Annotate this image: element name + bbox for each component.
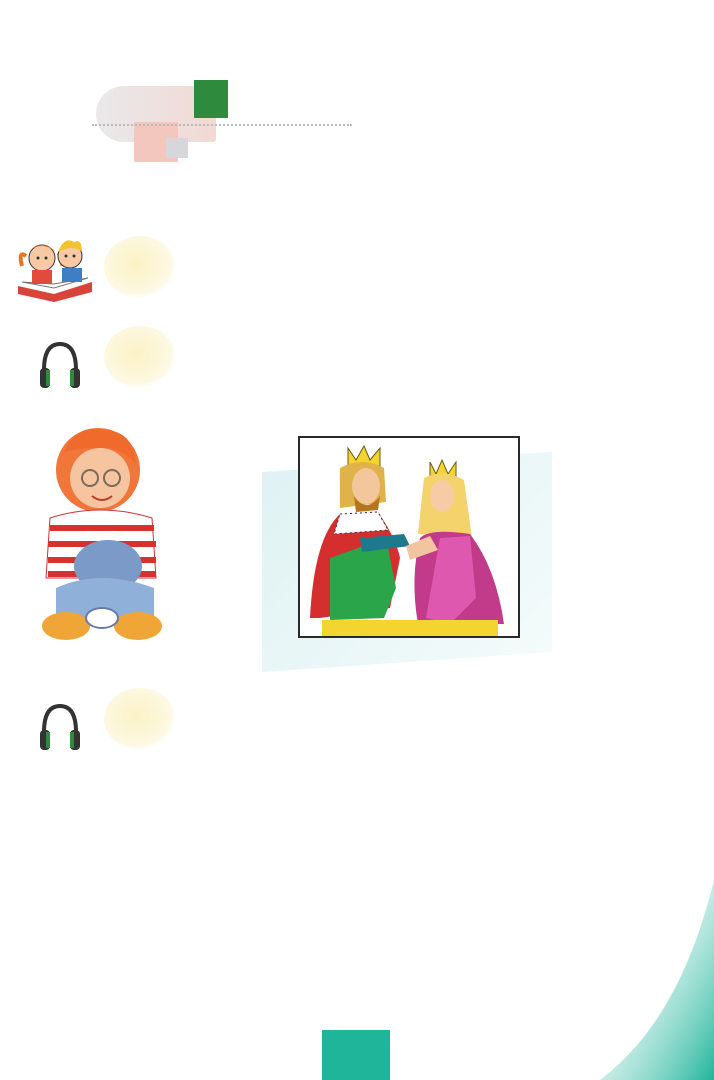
page-number-tab <box>322 1030 390 1080</box>
dotted-border-top <box>0 26 714 48</box>
king-queen-puppets-illustration <box>300 438 518 636</box>
lesson-number <box>194 80 228 118</box>
music-staff <box>196 962 620 1006</box>
header-dotted-line <box>92 124 352 126</box>
headphones-icon <box>38 340 82 390</box>
decorative-square <box>166 138 188 158</box>
finger-puppets-picture <box>298 436 520 638</box>
task-number-blob <box>104 688 176 750</box>
children-reading-icon <box>12 232 96 302</box>
boy-illustration <box>36 418 166 658</box>
music-staff <box>196 896 620 940</box>
headphones-icon <box>38 702 82 752</box>
task-number-blob <box>104 326 176 388</box>
task-number-blob <box>104 236 176 298</box>
